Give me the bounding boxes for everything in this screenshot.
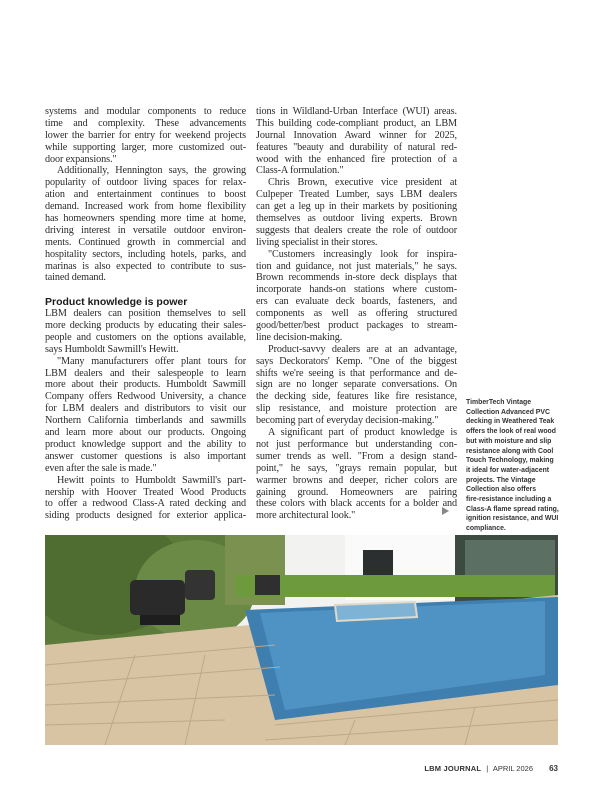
text-line: can get a leg up in their markets by positioning [256,201,457,213]
text-line: "Many manufacturers offer plant tours for [57,355,246,367]
paragraph [45,356,246,475]
text-line: not just performance but understanding con- [256,438,457,450]
text-line: Company offers Redwood University, a chance [45,391,246,403]
text-line: becoming part of everyday decision-making." [256,415,439,427]
text-line: Journal Innovation Award winner for 2025, [256,129,457,141]
text-line: warmer browns and deeper, richer colors are [256,474,457,486]
text-line: demand. Increased work from home flexibility [45,201,246,213]
text-line: Northern California timberlands and sawmills [45,415,246,427]
text-line: for LBM dealers and distributors to visit our [45,403,246,415]
text-line: sign are no longer separate conversations. On [256,379,457,391]
caption-line: resistance along with Cool [466,447,554,455]
text-line: product knowledge support and the ability to [45,438,246,450]
text-line: Hewitt points to Humboldt Sawmill's part- [57,474,246,486]
article-column-1 [45,106,246,522]
text-line: lower the barrier for entry for weekend projects [45,129,246,141]
deck-pool-photo [45,535,558,745]
page-number: 63 [549,764,558,773]
text-line: ation and entertainment continues to boost [45,189,246,201]
text-line: time and complexity. These advancements [45,117,246,129]
text-line: says Deckorators' Kemp. "One of the biggest [256,355,457,367]
paragraph-gap [45,284,246,296]
text-line: marinas is also expected to contribute to sus- [45,260,246,272]
footer-separator: | [486,764,489,773]
caption-line: Collection also offers [466,486,537,494]
paragraph [45,165,246,284]
caption-line: projects. The Vintage [466,476,536,484]
paragraph [45,106,246,165]
text-line: people and customers on the options available, [45,331,246,343]
continue-arrow-icon [442,507,449,515]
text-line: driving interest in versatile outdoor environ- [45,224,246,236]
text-line: these colors with black accents for a bolder and [256,498,457,510]
text-line: ments. Continued growth in commercial and [45,236,246,248]
text-line: "Customers increasingly look for inspira- [268,248,457,260]
text-line: Chris Brown, executive vice president at [268,177,457,189]
text-line: while supporting larger, more customized out- [45,141,246,153]
text-line: Product-savvy dealers are at an advantage, [268,343,457,355]
text-line: more about their products. Humboldt Sawmill [45,379,246,391]
caption-line: Collection Advanced PVC [466,408,550,416]
text-line: line decision-making. [256,331,343,343]
paragraph [45,308,246,356]
paragraph [256,344,457,427]
text-line: suggests that dealers create the role of outdoor [256,224,457,236]
text-line: Culpeper Treated Lumber, says LBM dealers [256,189,457,201]
text-line: door expansions." [45,153,117,165]
text-line: and learn more about our products. Ongoing [45,427,246,439]
text-line: themselves as outdoor living experts. Brown [256,213,457,225]
text-line: components as well as offering structured [256,308,457,320]
text-line: living specialist in their stores. [256,236,378,248]
text-line: slip resistance, and moisture protection are [256,403,457,415]
publication-name: LBM JOURNAL [424,764,482,773]
caption-line: it ideal for water-adjacent [466,466,550,474]
text-line: incorporate hands-on stations where custom- [256,284,457,296]
text-line: wood with the enhanced fire protection of a [256,153,457,165]
text-line: systems and modular components to reduce [45,106,246,117]
text-line: point," he says, "grays remain popular, but [256,462,457,474]
text-line: nership with Hoover Treated Wood Products [45,486,246,498]
paragraph [256,249,457,344]
text-line: to offer a redwood Class-A rated decking and [45,498,246,510]
text-line: A significant part of product knowledge is [268,427,457,439]
text-line: siding products designed for exterior applica- [45,510,246,522]
caption-line: fire-resistance including a [466,496,552,504]
page-footer [420,764,558,773]
text-line: popularity of outdoor living spaces for relax- [45,177,246,189]
caption-line: TimberTech Vintage [466,399,532,406]
text-line: good/better/best product packages to stream- [256,320,457,332]
text-line: ers can evaluate deck boards, fasteners, and [256,296,457,308]
paragraph [256,177,457,248]
text-line: sumer trends as well. "From a design stand- [256,450,457,462]
caption-line: offers the look of real wood [466,428,556,436]
paragraph [256,427,457,522]
photo-caption [466,398,566,534]
caption-line: ignition resistance, and WUI [466,515,559,523]
text-line: answer customer questions is also important [45,450,246,462]
paragraph [45,475,246,523]
text-line: tions in Wildland-Urban Interface (WUI) areas. [256,106,457,117]
caption-line: Class-A flame spread rating, [466,505,559,513]
text-line: tained demand. [45,272,106,284]
text-line: says Humboldt Sawmill's Hewitt. [45,343,179,355]
issue-date: APRIL 2026 [492,764,533,773]
text-line: shifts we're seeing is that performance and de- [256,367,457,379]
caption-line: decking in Weathered Teak [466,418,555,426]
text-line: more decking products by educating their sales- [45,320,246,332]
text-line: the decking side, features like fire resistance, [256,391,457,403]
text-line: even after the sale is made." [45,462,157,474]
text-line: gaining ground. Homeowners are pairing [256,486,457,498]
text-line: has homeowners spending more time at home, [45,213,246,225]
section-heading: Product knowledge is power [45,296,188,309]
text-line: Additionally, Hennington says, the growing [57,165,246,177]
caption-line: compliance. [466,525,506,533]
paragraph [256,106,457,177]
caption-line: Touch Technology, making [466,457,554,465]
text-line: LBM dealers can position themselves to sell [45,308,246,320]
text-line: Class-A formulation." [256,165,344,177]
text-line: more architectural look." [256,510,356,522]
text-line: LBM dealers and their salespeople to learn [45,367,246,379]
caption-line: but with moisture and slip [466,437,552,445]
text-line: hospitality sectors, including hotels, parks, and [45,248,246,260]
text-line: features "beauty and durability of natural red- [256,141,457,153]
text-line: Brown recommends in-store deck displays that [256,272,457,284]
text-line: This building code-compliant product, an LBM [256,117,457,129]
article-column-2 [256,106,457,522]
text-line: tion and guidance, not just materials," he says. [256,260,457,272]
